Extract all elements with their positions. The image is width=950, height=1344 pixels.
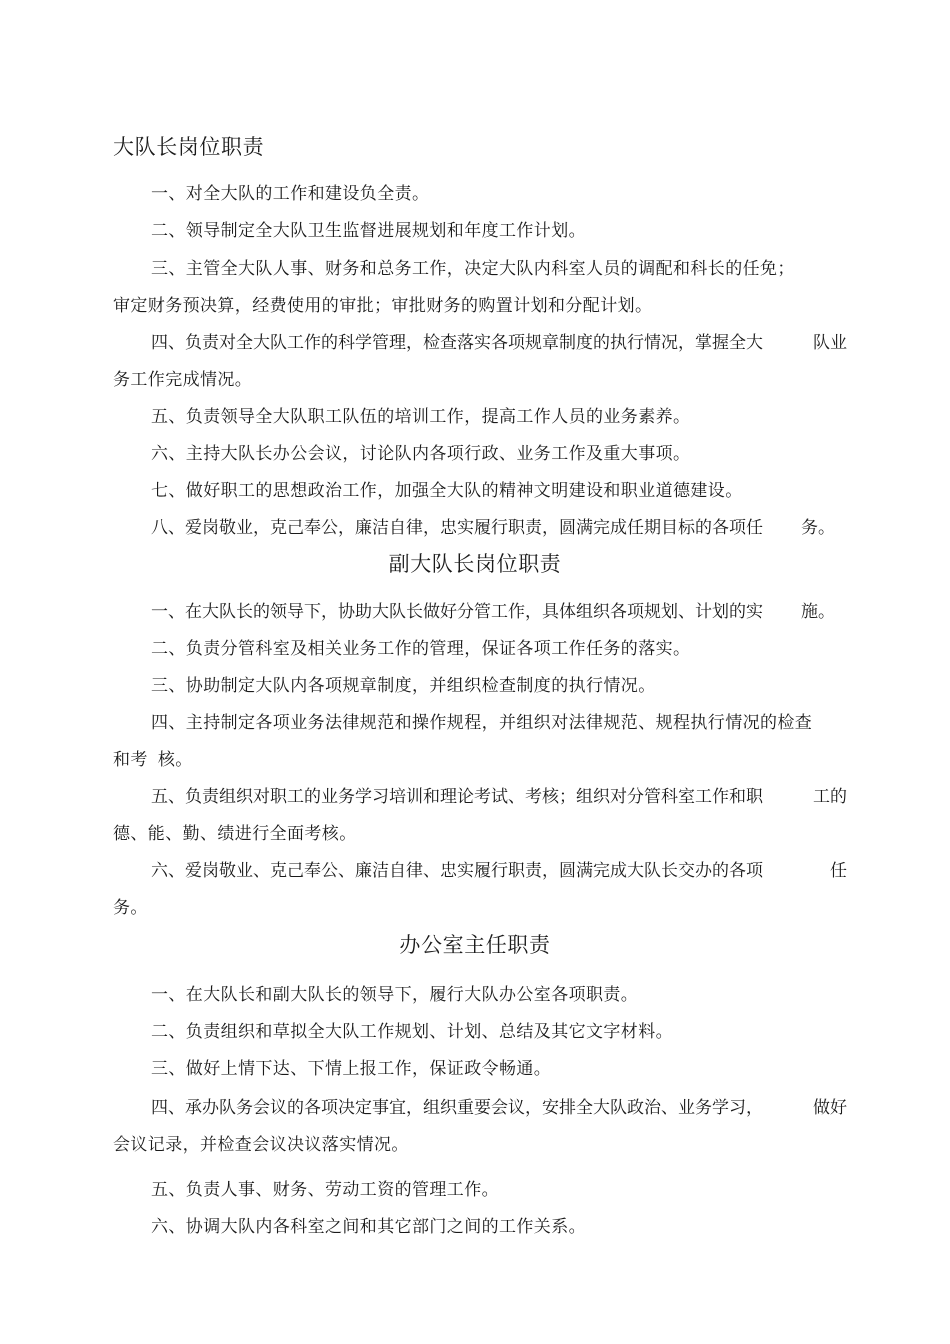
section-title-office-director: 办公室主任职责: [399, 933, 551, 957]
paragraph-line: 二、领导制定全大队卫生监督进展规划和年度工作计划。: [151, 221, 586, 241]
paragraph-line: 一、在大队长和副大队长的领导下，履行大队办公室各项职责。: [151, 985, 639, 1005]
paragraph-line: [151, 860, 847, 882]
paragraph-text: 五、负责组织对职工的业务学习培训和理论考试、考核；组织对分管科室工作和职: [151, 787, 763, 807]
paragraph-line: 务工作完成情况。: [113, 370, 253, 390]
paragraph-line: 三、主管全大队人事、财务和总务工作，决定大队内科室人员的调配和科长的任免；: [151, 259, 795, 279]
paragraph-text: 四、承办队务会议的各项决定事宜，组织重要会议，安排全大队政治、业务学习，: [151, 1098, 763, 1118]
section-title-deputy-captain: 副大队长岗位职责: [388, 552, 562, 576]
paragraph-line: [151, 517, 835, 539]
paragraph-text: 四、负责对全大队工作的科学管理，检查落实各项规章制度的执行情况，掌握全大: [151, 333, 763, 353]
paragraph-line: 二、负责分管科室及相关业务工作的管理，保证各项工作任务的落实。: [151, 639, 691, 659]
paragraph-line: 一、对全大队的工作和建设负全责。: [151, 184, 430, 204]
paragraph-line: 审定财务预决算，经费使用的审批；审批财务的购置计划和分配计划。: [113, 296, 653, 316]
paragraph-line: [151, 786, 847, 808]
paragraph-text: 六、爱岗敬业、克己奉公、廉洁自律、忠实履行职责，圆满完成大队长交办的各项: [151, 861, 763, 881]
paragraph-text: 核。: [157, 750, 193, 770]
paragraph-line: 五、负责人事、财务、劳动工资的管理工作。: [151, 1180, 499, 1200]
paragraph-text: 一、在大队长的领导下，协助大队长做好分管工作，具体组织各项规划、计划的实: [151, 602, 763, 622]
paragraph-line: 五、负责领导全大队职工队伍的培训工作，提高工作人员的业务素养。: [151, 407, 691, 427]
paragraph-text: 工的: [813, 787, 847, 807]
paragraph-line: [151, 332, 847, 354]
paragraph-line: 会议记录，并检查会议决议落实情况。: [113, 1135, 409, 1155]
paragraph-text: 八、爱岗敬业，克己奉公，廉洁自律，忠实履行职责，圆满完成任期目标的各项任: [151, 518, 763, 538]
paragraph-line: 六、协调大队内各科室之间和其它部门之间的工作关系。: [151, 1217, 586, 1237]
paragraph-line: 德、能、勤、绩进行全面考核。: [113, 824, 357, 844]
paragraph-line: 二、负责组织和草拟全大队工作规划、计划、总结及其它文字材料。: [151, 1022, 673, 1042]
paragraph-line: 七、做好职工的思想政治工作，加强全大队的精神文明建设和职业道德建设。: [151, 481, 743, 501]
paragraph-line: 六、主持大队长办公会议，讨论队内各项行政、业务工作及重大事项。: [151, 444, 691, 464]
paragraph-line: 四、主持制定各项业务法律规范和操作规程，并组织对法律规范、规程执行情况的检查: [151, 713, 813, 733]
section-title-captain: 大队长岗位职责: [113, 135, 265, 159]
paragraph-line: 三、做好上情下达、下情上报工作，保证政令畅通。: [151, 1059, 552, 1079]
paragraph-text: 施。: [801, 602, 835, 622]
paragraph-text: 队业: [813, 333, 847, 353]
paragraph-text: 务。: [801, 518, 835, 538]
paragraph-line: 务。: [113, 898, 148, 918]
paragraph-text: 和考: [113, 750, 148, 770]
paragraph-line: 三、协助制定大队内各项规章制度，并组织检查制度的执行情况。: [151, 676, 656, 696]
paragraph-line: [151, 601, 835, 623]
paragraph-text: 任: [830, 861, 847, 881]
paragraph-line: [151, 1097, 847, 1119]
paragraph-line: [113, 749, 193, 771]
paragraph-text: 做好: [813, 1098, 847, 1118]
